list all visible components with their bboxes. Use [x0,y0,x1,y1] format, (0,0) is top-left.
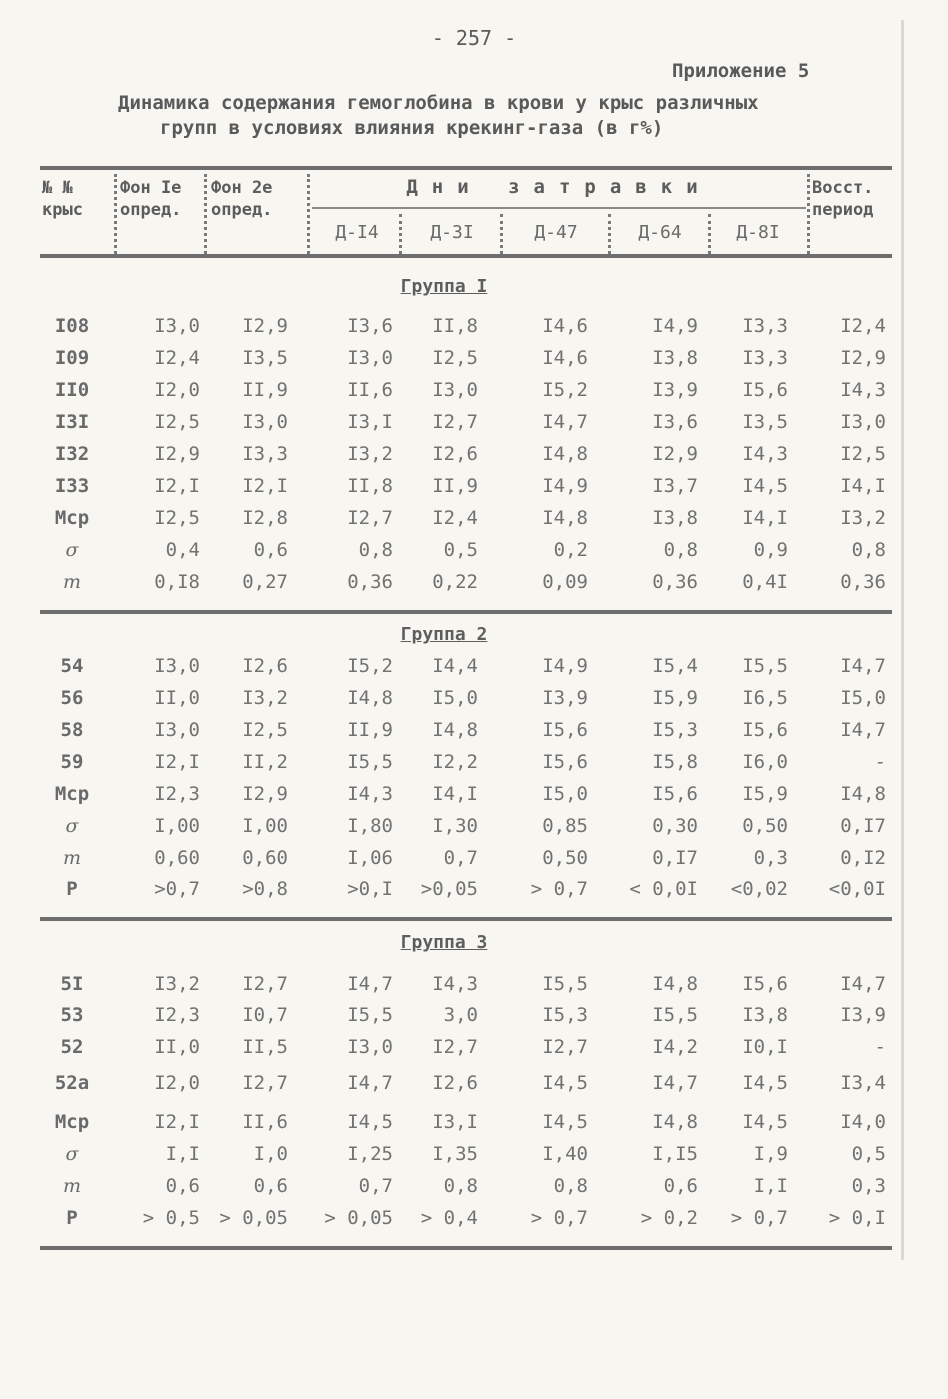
table-cell: I3,9 [840,1004,886,1026]
table-row [0,1032,948,1062]
table-cell: I3,4 [840,1072,886,1094]
table-cell: I2,6 [432,1072,478,1094]
table-cell: I3,3 [742,315,788,337]
table-cell: I4,8 [652,973,698,995]
header-divider [708,214,711,254]
table-cell: I3,0 [242,411,288,433]
table-cell: I4,3 [840,379,886,401]
table-cell: I5,6 [742,379,788,401]
table-cell: 0,4I [742,571,788,593]
table-row [0,1000,948,1030]
table-cell: I4,8 [840,783,886,805]
table-cell: I5,9 [652,687,698,709]
table-cell: I3,0 [347,347,393,369]
table-cell: I0,7 [242,1004,288,1026]
table-cell: <0,0I [828,878,886,900]
table-cell: I5,5 [542,973,588,995]
table-cell: I6,5 [742,687,788,709]
table-cell: I2,5 [154,411,200,433]
table-row [0,375,948,405]
table-cell: I5,2 [542,379,588,401]
table-cell: I4,5 [742,475,788,497]
table-cell: I3,6 [652,411,698,433]
table-cell: II,0 [154,687,200,709]
table-cell: 0,7 [358,1175,393,1197]
table-row [0,1068,948,1098]
table-cell: I2,8 [242,507,288,529]
table-cell: 0,8 [851,539,886,561]
table-row [0,567,948,597]
table-cell: I2,I [154,751,200,773]
table-row [0,1107,948,1137]
table-cell: I2,7 [432,411,478,433]
table-cell: I3,0 [840,411,886,433]
table-cell: 0,85 [542,815,588,837]
table-cell: I,9 [753,1143,788,1165]
group-title: Группа I [400,276,488,297]
table-cell: I2,4 [840,315,886,337]
header-rat-number: № № крыс [42,178,83,220]
table-cell: I5,5 [347,751,393,773]
rat-id: 53 [60,1004,84,1026]
header-divider [399,214,402,254]
table-cell: I4,5 [742,1072,788,1094]
table-cell: 0,I7 [840,815,886,837]
table-title-line1: Динамика содержания гемоглобина в крови у крыс различных [118,92,759,114]
page-number: - 257 - [431,26,517,50]
table-cell: I2,5 [840,443,886,465]
table-cell: I4,7 [840,719,886,741]
table-cell: II,2 [242,751,288,773]
table-cell: I5,6 [742,719,788,741]
table-cell: I,25 [347,1143,393,1165]
appendix-label: Приложение 5 [672,60,810,82]
table-cell: 0,8 [553,1175,588,1197]
table-cell: 0,3 [851,1175,886,1197]
header-day-31: Д-3I [430,222,474,243]
table-cell: I3,2 [242,687,288,709]
table-row [0,471,948,501]
table-row [0,747,948,777]
table-cell: I3,0 [154,315,200,337]
rat-id: 58 [60,719,84,741]
table-cell: > 0,2 [640,1207,698,1229]
table-cell: II,8 [432,315,478,337]
table-cell: I,00 [154,815,200,837]
table-cell: I4,0 [840,1111,886,1133]
table-cell: II,8 [347,475,393,497]
table-cell: 0,8 [358,539,393,561]
table-cell: > 0,5 [142,1207,200,1229]
table-cell: I4,I [742,507,788,529]
rat-id: II0 [54,379,90,401]
rat-id: I33 [54,475,90,497]
rat-id: I09 [54,347,90,369]
table-cell: I4,6 [542,347,588,369]
row-label-m: m [62,571,82,593]
table-cell: I5,6 [652,783,698,805]
table-row [0,1171,948,1201]
table-cell: I5,5 [347,1004,393,1026]
table-cell: 0,60 [154,847,200,869]
rat-id: I32 [54,443,90,465]
header-recovery: Восст. период [812,178,874,220]
table-cell: I4,8 [347,687,393,709]
table-cell: I,00 [242,815,288,837]
group-separator [40,917,892,921]
table-cell: 0,36 [652,571,698,593]
table-cell: I,06 [347,847,393,869]
table-cell: - [874,751,886,773]
table-cell: 0,22 [432,571,478,593]
table-cell: I3,6 [347,315,393,337]
rat-id: 5I [60,973,84,995]
table-row [0,874,948,904]
table-cell: I2,9 [242,315,288,337]
table-cell: I5,0 [542,783,588,805]
table-cell: I,I5 [652,1143,698,1165]
row-label-mean: Мср [54,783,90,805]
header-day-47: Д-47 [534,222,578,243]
rat-id: 56 [60,687,84,709]
table-row [0,1203,948,1233]
table-cell: I,35 [432,1143,478,1165]
header-divider [204,174,207,254]
table-cell: 0,5 [443,539,478,561]
table-cell: > 0,05 [324,1207,393,1229]
table-cell: I,30 [432,815,478,837]
table-cell: II,9 [432,475,478,497]
header-days-rule [312,207,806,209]
table-cell: I4,8 [542,443,588,465]
table-cell: I3,9 [542,687,588,709]
table-cell: I2,7 [347,507,393,529]
table-cell: I5,6 [542,751,588,773]
table-cell: 0,9 [753,539,788,561]
table-cell: I4,7 [347,1072,393,1094]
table-cell: 0,2 [553,539,588,561]
table-cell: < 0,0I [629,878,698,900]
table-cell: 0,30 [652,815,698,837]
table-cell: I5,3 [542,1004,588,1026]
table-bottom-rule [40,1246,892,1250]
table-row [0,1139,948,1169]
table-cell: I3,0 [347,1036,393,1058]
table-cell: I,0 [253,1143,288,1165]
table-cell: 0,8 [443,1175,478,1197]
table-cell: I3,5 [242,347,288,369]
header-divider [608,214,611,254]
table-cell: I4,5 [742,1111,788,1133]
table-cell: >0,7 [154,878,200,900]
table-cell: I2,9 [840,347,886,369]
table-cell: I,40 [542,1143,588,1165]
table-cell: 0,09 [542,571,588,593]
table-cell: I4,9 [542,655,588,677]
table-cell: I4,5 [542,1072,588,1094]
table-cell: 0,6 [165,1175,200,1197]
table-cell: I3,9 [652,379,698,401]
table-cell: I0,I [742,1036,788,1058]
table-cell: I5,8 [652,751,698,773]
table-cell: 0,4 [165,539,200,561]
table-cell: I5,3 [652,719,698,741]
table-cell: I4,5 [542,1111,588,1133]
table-cell: >0,8 [242,878,288,900]
table-cell: I2,7 [542,1036,588,1058]
table-cell: I3,3 [742,347,788,369]
table-cell: I5,6 [542,719,588,741]
table-cell: - [874,1036,886,1058]
table-cell: 0,8 [663,539,698,561]
table-cell: I2,4 [154,347,200,369]
table-cell: 0,60 [242,847,288,869]
table-cell: 0,50 [542,847,588,869]
group-title: Группа 3 [400,932,488,953]
table-cell: > 0,7 [530,878,588,900]
table-cell: II,6 [242,1111,288,1133]
row-label-sigma: σ [65,815,79,837]
header-days-title: Дни затравки [406,176,712,198]
table-cell: I5,9 [742,783,788,805]
table-row [0,779,948,809]
table-row [0,407,948,437]
header-divider [807,174,810,254]
rat-id: 52 [60,1036,84,1058]
group-title: Группа 2 [400,624,488,645]
table-cell: I2,I [242,475,288,497]
table-cell: 0,36 [347,571,393,593]
table-row [0,969,948,999]
table-cell: 0,7 [443,847,478,869]
table-cell: 0,3 [753,847,788,869]
table-row [0,843,948,873]
table-cell: I4,6 [542,315,588,337]
table-cell: I6,0 [742,751,788,773]
table-cell: I,80 [347,815,393,837]
table-cell: I3,0 [154,719,200,741]
table-cell: <0,02 [730,878,788,900]
table-row [0,311,948,341]
row-label-m: m [62,1175,82,1197]
table-cell: I3,8 [652,347,698,369]
table-cell: I3,2 [347,443,393,465]
table-cell: I3,2 [154,973,200,995]
table-cell: I2,9 [154,443,200,465]
table-cell: I3,3 [242,443,288,465]
table-cell: I4,8 [542,507,588,529]
table-cell: I2,7 [242,1072,288,1094]
table-cell: I5,0 [840,687,886,709]
row-label-p: P [66,878,78,900]
table-cell: I4,7 [840,973,886,995]
row-label-sigma: σ [65,1143,79,1165]
table-cell: I2,I [154,475,200,497]
table-cell: I3,0 [432,379,478,401]
table-cell: 0,I8 [154,571,200,593]
table-cell: I5,0 [432,687,478,709]
table-cell: I5,2 [347,655,393,677]
table-cell: I2,4 [432,507,478,529]
table-cell: I5,5 [652,1004,698,1026]
table-cell: >0,05 [420,878,478,900]
table-cell: I,I [165,1143,200,1165]
table-cell: I3,0 [154,655,200,677]
table-cell: 0,6 [253,539,288,561]
table-cell: 0,I7 [652,847,698,869]
table-row [0,651,948,681]
table-cell: I3,5 [742,411,788,433]
row-label-sigma: σ [65,539,79,561]
table-cell: > 0,4 [420,1207,478,1229]
table-cell: I2,9 [242,783,288,805]
table-cell: > 0,I [828,1207,886,1229]
table-row [0,683,948,713]
table-row [0,535,948,565]
header-divider [307,174,310,254]
header-day-14: Д-I4 [335,222,379,243]
table-cell: I2,9 [652,443,698,465]
table-cell: I2,3 [154,1004,200,1026]
header-divider [500,214,503,254]
table-cell: I4,4 [432,655,478,677]
table-cell: I4,3 [432,973,478,995]
rat-id: I08 [54,315,90,337]
header-bottom-rule [40,254,892,258]
table-cell: I2,6 [432,443,478,465]
table-cell: > 0,05 [219,1207,288,1229]
row-label-m: m [62,847,82,869]
table-cell: I4,7 [652,1072,698,1094]
table-title-line2: групп в условиях влияния крекинг-газа (в г%) [160,117,664,139]
table-cell: I3,7 [652,475,698,497]
table-cell: > 0,7 [730,1207,788,1229]
table-cell: I,I [753,1175,788,1197]
table-row [0,439,948,469]
table-cell: I3,8 [742,1004,788,1026]
table-cell: I2,0 [154,379,200,401]
row-label-mean: Мср [54,1111,90,1133]
table-cell: I2,5 [432,347,478,369]
table-row [0,503,948,533]
table-cell: 0,6 [663,1175,698,1197]
table-cell: 0,50 [742,815,788,837]
header-divider [114,174,117,254]
table-cell: I3,2 [840,507,886,529]
table-cell: I4,3 [347,783,393,805]
header-day-64: Д-64 [638,222,682,243]
table-cell: I4,9 [542,475,588,497]
rat-id: 59 [60,751,84,773]
table-cell: I2,5 [242,719,288,741]
header-background-2: Фон 2е опред. [211,178,273,220]
header-day-81: Д-8I [736,222,780,243]
table-cell: I2,I [154,1111,200,1133]
header-top-rule [40,166,892,170]
table-cell: I4,2 [652,1036,698,1058]
table-cell: 0,6 [253,1175,288,1197]
table-cell: I3,I [432,1111,478,1133]
table-cell: II,9 [347,719,393,741]
table-cell: I4,I [432,783,478,805]
table-cell: I5,5 [742,655,788,677]
table-cell: 0,36 [840,571,886,593]
row-label-mean: Мср [54,507,90,529]
header-background-1: Фон Iе опред. [120,178,182,220]
table-cell: 3,0 [443,1004,478,1026]
rat-id: 54 [60,655,84,677]
table-cell: I2,0 [154,1072,200,1094]
table-cell: II,6 [347,379,393,401]
table-cell: I2,3 [154,783,200,805]
table-cell: 0,27 [242,571,288,593]
table-cell: II,5 [242,1036,288,1058]
table-cell: I4,7 [542,411,588,433]
table-cell: 0,I2 [840,847,886,869]
table-cell: I2,5 [154,507,200,529]
table-cell: I4,7 [347,973,393,995]
table-row [0,811,948,841]
table-cell: 0,5 [851,1143,886,1165]
table-cell: I4,8 [432,719,478,741]
table-row [0,715,948,745]
table-cell: I3,8 [652,507,698,529]
table-cell: II,0 [154,1036,200,1058]
table-cell: I2,2 [432,751,478,773]
rat-id: 52а [54,1072,90,1094]
table-cell: >0,I [347,878,393,900]
rat-id: I3I [54,411,90,433]
table-cell: I5,4 [652,655,698,677]
table-row [0,343,948,373]
table-cell: I4,I [840,475,886,497]
row-label-p: P [66,1207,78,1229]
table-cell: I4,3 [742,443,788,465]
group-separator [40,610,892,614]
table-cell: I2,6 [242,655,288,677]
table-cell: I4,8 [652,1111,698,1133]
table-cell: II,9 [242,379,288,401]
table-cell: > 0,7 [530,1207,588,1229]
table-cell: I4,5 [347,1111,393,1133]
table-cell: I2,7 [242,973,288,995]
table-cell: I5,6 [742,973,788,995]
table-cell: I3,I [347,411,393,433]
table-cell: I4,7 [840,655,886,677]
table-cell: I2,7 [432,1036,478,1058]
table-cell: I4,9 [652,315,698,337]
